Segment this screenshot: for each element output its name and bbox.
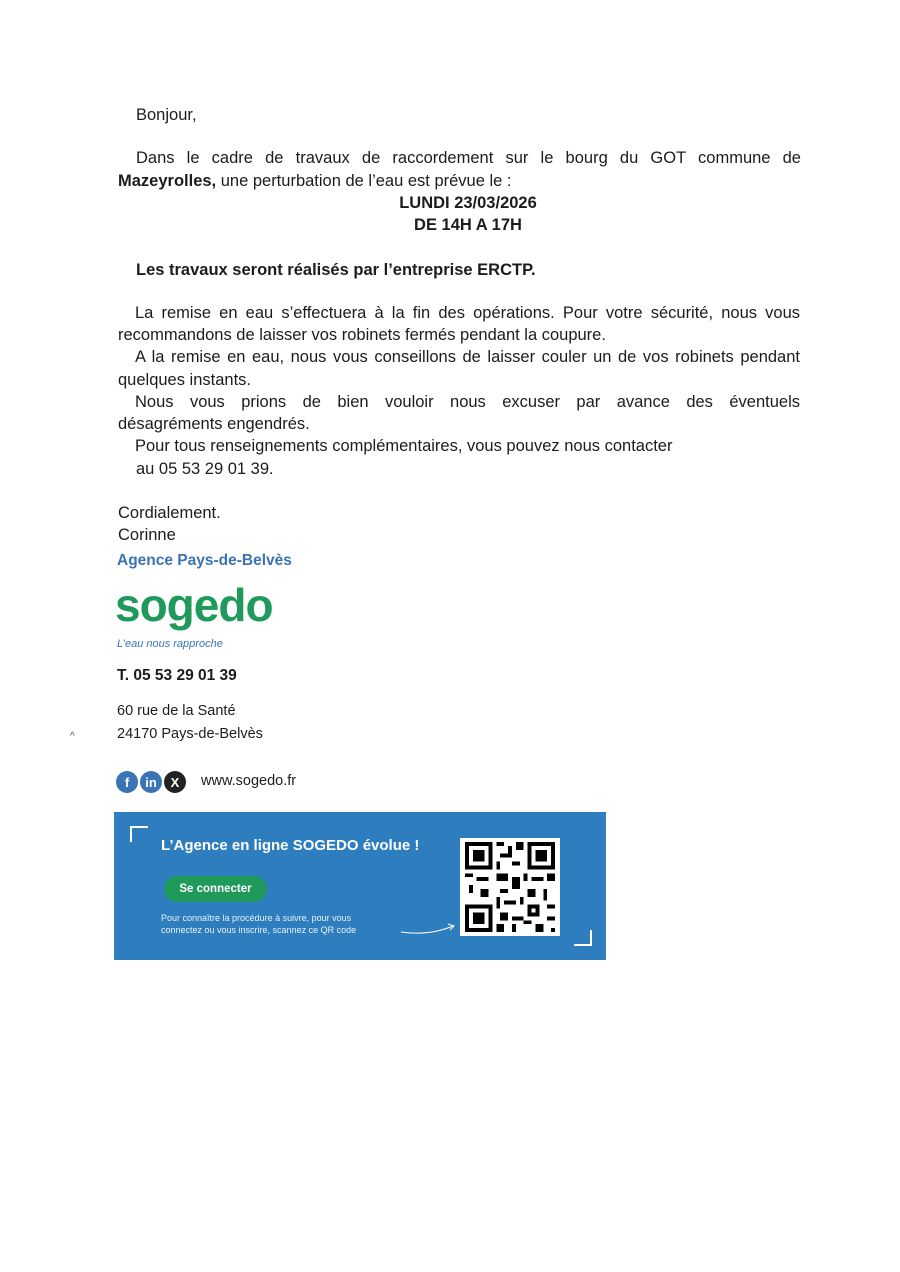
facebook-icon[interactable]: f <box>116 771 138 793</box>
address-line-1: 60 rue de la Santé <box>117 703 236 719</box>
scan-mark: ^ <box>70 731 75 742</box>
paragraph-4-line-2: quelques instants. <box>118 371 252 389</box>
signature-name: Corinne <box>118 526 176 544</box>
paragraph-3-line-1: La remise en eau s’effectuera à la fin des opérations. Pour votre sécurité, nous vous <box>135 304 800 322</box>
paragraph-1-line-2 <box>118 170 512 192</box>
website-link[interactable]: www.sogedo.fr <box>201 773 297 789</box>
banner-info-line-2: connectez ou vous inscrire, scannez ce QR code <box>161 925 357 935</box>
paragraph-4-line-1: A la remise en eau, nous vous conseillons de laisser couler un de vos robinets pendant <box>135 348 800 366</box>
social-links <box>116 771 186 793</box>
paragraph-6-line-1: Pour tous renseignements complémentaires, vous pouvez nous contacter <box>135 437 673 455</box>
banner-info-line-1: Pour connaître la procédure à suivre, pour vous <box>161 913 352 923</box>
corner-bracket-bottom-right <box>574 930 592 946</box>
greeting: Bonjour, <box>136 106 197 124</box>
x-twitter-icon[interactable]: X <box>164 771 186 793</box>
agency-name: Agence Pays-de-Belvès <box>117 552 292 569</box>
town-name: Mazeyrolles, <box>118 172 217 190</box>
logo-tagline: L’eau nous rapproche <box>117 638 223 650</box>
banner-info <box>161 912 421 936</box>
banner-title: L’Agence en ligne SOGEDO évolue ! <box>161 837 420 854</box>
agency-phone: T. 05 53 29 01 39 <box>117 667 237 684</box>
corner-bracket-top-left <box>130 826 148 842</box>
paragraph-1-line-1: Dans le cadre de travaux de raccordement sur le bourg du GOT commune de <box>136 149 801 167</box>
paragraph-1-rest: une perturbation de l’eau est prévue le : <box>216 172 512 190</box>
linkedin-icon[interactable]: in <box>140 771 162 793</box>
closing: Cordialement. <box>118 504 221 522</box>
online-agency-banner <box>114 812 606 960</box>
address-line-2: 24170 Pays-de-Belvès <box>117 726 263 742</box>
paragraph-3-line-2: recommandons de laisser vos robinets fermés pendant la coupure. <box>118 326 606 344</box>
paragraph-5-line-1: Nous vous prions de bien vouloir nous excuser par avance des éventuels <box>135 393 800 411</box>
qr-code-icon <box>460 838 560 936</box>
outage-date: LUNDI 23/03/2026 <box>399 194 537 212</box>
sogedo-logo: sogedo <box>115 579 273 631</box>
contractor-line: Les travaux seront réalisés par l’entreprise ERCTP. <box>136 261 536 279</box>
connect-button[interactable]: Se connecter <box>164 876 267 902</box>
arrow-icon <box>399 920 459 936</box>
outage-hours: DE 14H A 17H <box>414 216 522 234</box>
paragraph-5-line-2: désagréments engendrés. <box>118 415 310 433</box>
qr-code[interactable] <box>460 838 560 936</box>
paragraph-6-line-2: au 05 53 29 01 39. <box>136 460 274 478</box>
